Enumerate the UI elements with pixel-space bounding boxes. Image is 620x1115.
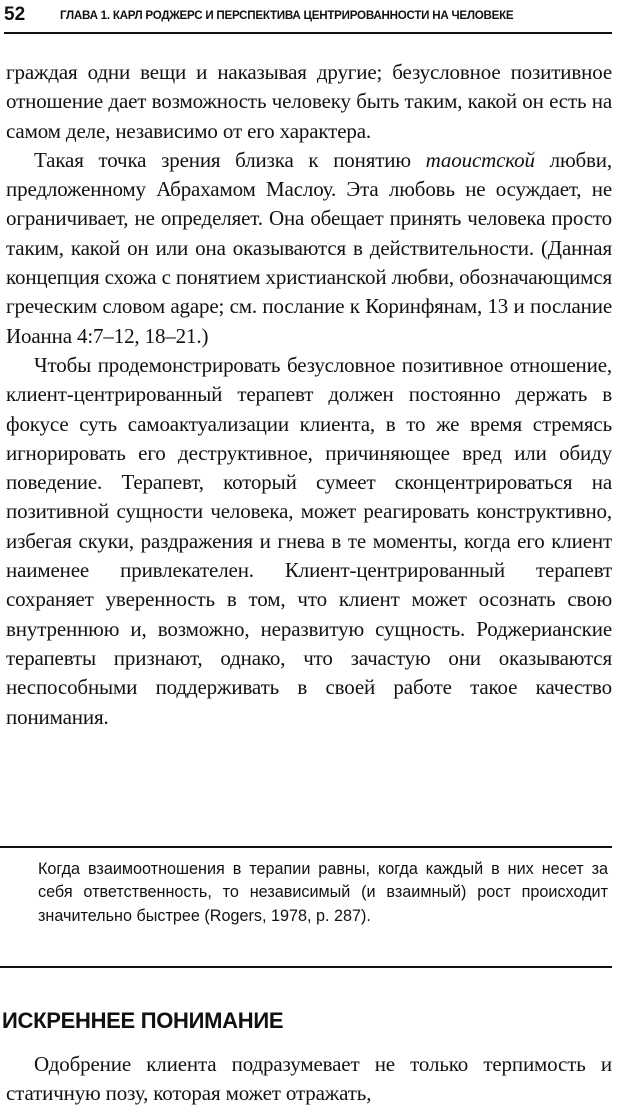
- paragraph-taoist-love: [6, 146, 612, 351]
- section-paragraph: Одобрение клиента подразумевает не только терпимость и статичную позу, которая может отражать,: [6, 1052, 612, 1106]
- paragraph-continuation: граждая одни вещи и наказывая другие; безусловное позитивное отношение дает возможность человеку быть таким, какой он есть на самом деле, независимо от его характера.: [6, 60, 612, 143]
- running-title: ГЛАВА 1. КАРЛ РОДЖЕРС И ПЕРСПЕКТИВА ЦЕНТРИРОВАННОСТИ НА ЧЕЛОВЕКЕ: [60, 9, 514, 22]
- section-heading: ИСКРЕННЕЕ ПОНИМАНИЕ: [2, 1008, 284, 1033]
- quote-text: Когда взаимоотношения в терапии равны, когда каждый в них несет за себя ответственность, то независимый (и взаимный) рост происходит значительно быстрее (Rogers, 1978, p. 287).: [38, 860, 608, 925]
- page-number: 52: [4, 4, 26, 25]
- italic-term: таоистской: [425, 147, 535, 172]
- quote-callout: [0, 846, 612, 968]
- paragraph-text: любви, предложенному Абрахамом Маслоу. Эта любовь не осуждает, не ограничивает, не определяет. Она обещает принять человека просто таким, какой он или она оказываются в действительности. (Данная концепция схожа с понятием христианской любви, обозначающимся греческим словом agape; см. послание к Коринфянам, 13 и послание Иоанна 4:7–12, 18–21.): [6, 147, 612, 348]
- paragraph-text: Такая точка зрения близка к понятию: [34, 147, 426, 172]
- paragraph-positive-regard: Чтобы продемонстрировать безусловное позитивное отношение, клиент-центрированный терапевт должен постоянно держать в фокусе суть самоактуализации клиента, в то же время стремясь игнорировать его деструктивное, причиняющее вред или обиду поведение. Терапевт, который сумеет сконцентрироваться на позитивной сущности человека, может реагировать конструктивно, избегая скуки, раздражения и гнева в те моменты, когда его клиент наименее привлекателен. Клиент-центрированный терапевт сохраняет уверенность в том, что клиент может осознать свою внутреннюю и, возможно, неразвитую сущность. Роджерианские терапевты признают, однако, что зачастую они оказываются неспособными поддерживать в своей работе такое качество понимания.: [6, 352, 612, 729]
- body-text: [6, 58, 612, 732]
- running-header: [4, 2, 612, 34]
